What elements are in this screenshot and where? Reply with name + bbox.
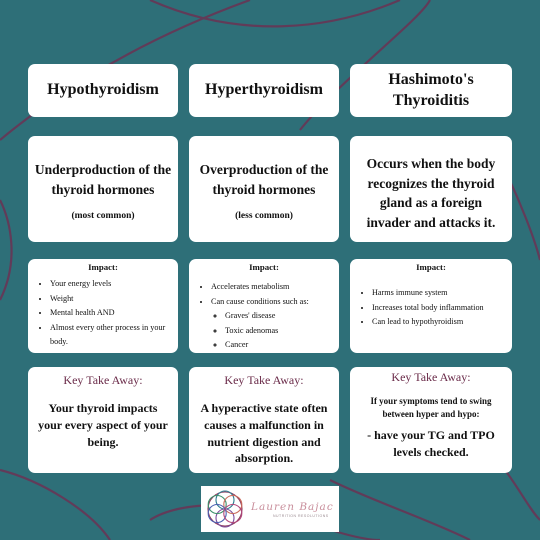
impact-title-hyperthyroidism: Impact: <box>249 262 279 272</box>
impact-card-hashimotos <box>350 259 512 353</box>
impact-card-hypothyroidism <box>28 259 178 353</box>
impact-list-hyperthyroidism <box>189 280 339 353</box>
title-card-hyperthyroidism <box>189 64 339 117</box>
takeaway-card-hypothyroidism <box>28 367 178 473</box>
list-subitem: ◦ Graves' disease <box>225 309 339 324</box>
list-item: • Increases total body inflammation <box>372 301 512 316</box>
definition-card-hypothyroidism <box>28 136 178 242</box>
title-hyperthyroidism: Hyperthyroidism <box>205 81 323 99</box>
list-item: • Weight <box>50 292 178 307</box>
title-card-hashimotos <box>350 64 512 117</box>
definition-card-hashimotos <box>350 136 512 242</box>
mandala-flower-icon <box>205 489 245 529</box>
takeaway-text-hashimotos: - have your TG and TPO levels checked. <box>367 428 495 459</box>
takeaway-title-hypothyroidism: Key Take Away: <box>63 373 143 387</box>
list-item: • Your energy levels <box>50 277 178 292</box>
impact-list-hypothyroidism <box>28 277 178 350</box>
takeaway-title-hashimotos: Key Take Away: <box>391 370 471 384</box>
impact-list-hashimotos <box>350 286 512 330</box>
impact-sublist-hyperthyroidism <box>211 309 339 353</box>
title-card-hypothyroidism <box>28 64 178 117</box>
logo-tagline: NUTRITION RESOLUTIONS <box>273 513 329 518</box>
impact-title-hypothyroidism: Impact: <box>88 262 118 272</box>
list-subitem: ◦ Cancer <box>225 338 339 353</box>
title-hypothyroidism: Hypothyroidism <box>47 81 159 99</box>
takeaway-text-hypothyroidism: Your thyroid impacts your every aspect of your being. <box>38 401 168 449</box>
definition-card-hyperthyroidism <box>189 136 339 242</box>
note-hypothyroidism: (most common) <box>71 211 135 222</box>
note-hyperthyroidism: (less common) <box>235 211 293 222</box>
takeaway-card-hashimotos <box>350 367 512 473</box>
definition-hyperthyroidism: Overproduction of the thyroid hormones <box>199 162 329 197</box>
logo-script-name: Lauren Bajac <box>251 500 334 513</box>
list-item: • Harms immune system <box>372 286 512 301</box>
takeaway-title-hyperthyroidism: Key Take Away: <box>224 373 304 387</box>
list-item: • Almost every other process in your body. <box>50 321 178 350</box>
takeaway-intro-hashimotos: If your symptoms tend to swing between hyper and hypo: <box>370 396 492 420</box>
list-item: • Accelerates metabolism <box>211 280 339 295</box>
definition-hashimotos: Occurs when the body recognizes the thyroid gland as a foreign invader and attacks it. <box>366 156 496 230</box>
definition-hypothyroidism: Underproduction of the thyroid hormones <box>34 162 172 197</box>
takeaway-card-hyperthyroidism <box>189 367 339 473</box>
brand-logo <box>201 486 339 532</box>
list-item <box>211 295 339 353</box>
impact-card-hyperthyroidism <box>189 259 339 353</box>
takeaway-text-hyperthyroidism: A hyperactive state often causes a malfunction in nutrient digestion and absorption. <box>200 401 328 466</box>
list-item-label: Can cause conditions such as: <box>211 296 309 306</box>
list-subitem: ◦ Toxic adenomas <box>225 324 339 339</box>
title-hashimotos: Hashimoto's Thyroiditis <box>388 70 474 109</box>
impact-title-hashimotos: Impact: <box>416 262 446 272</box>
list-item: • Mental health AND <box>50 306 178 321</box>
list-item: • Can lead to hypothyroidism <box>372 315 512 330</box>
